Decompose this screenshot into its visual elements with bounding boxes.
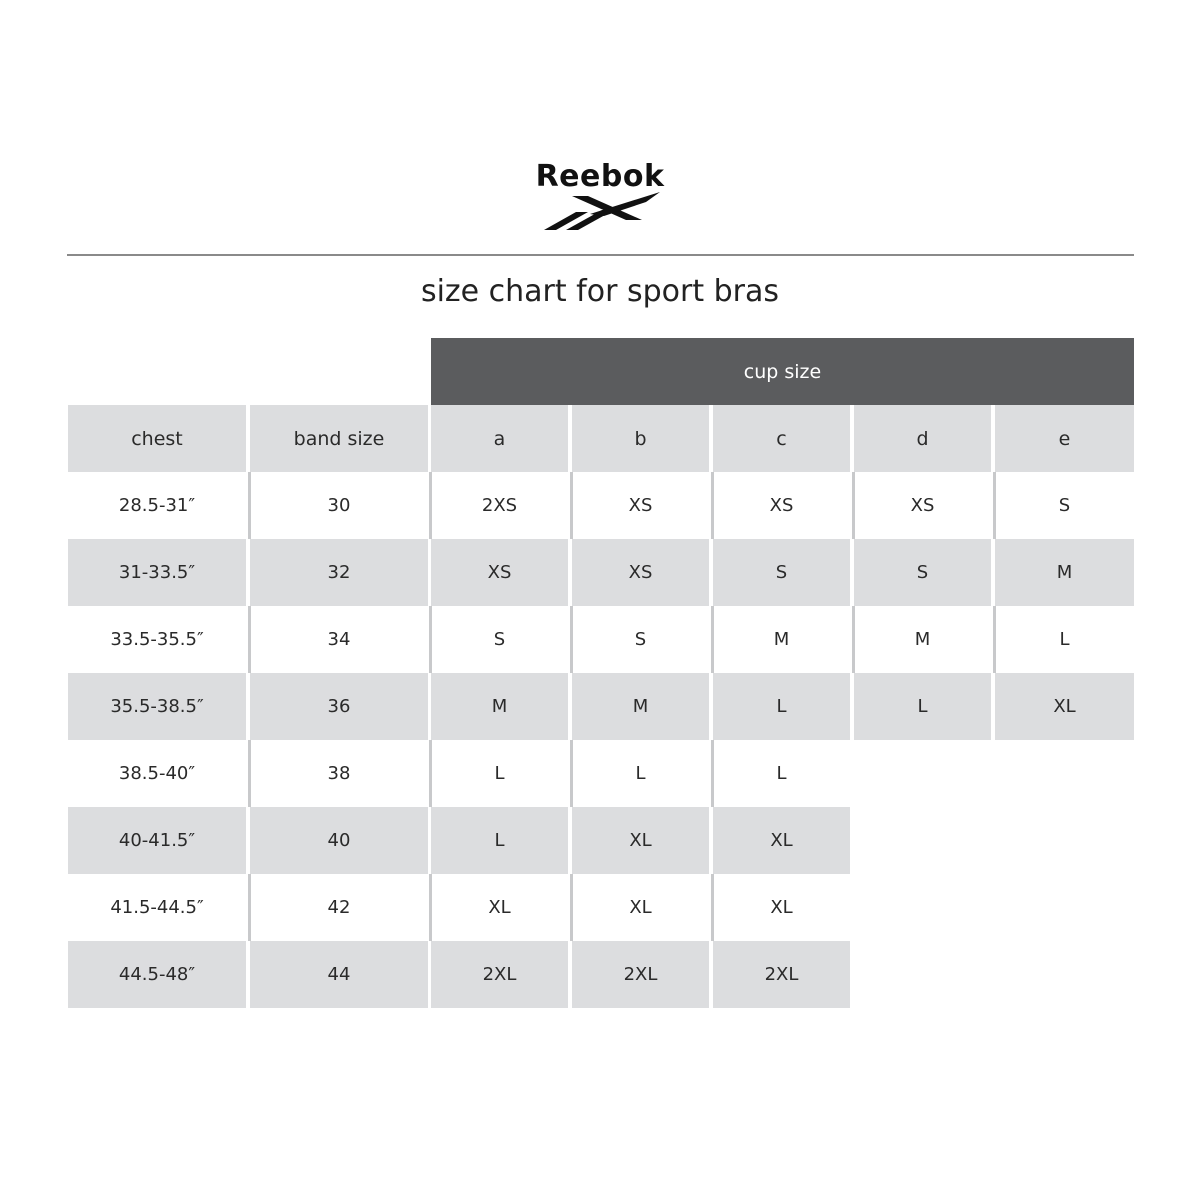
column-header-band-size: band size [250, 405, 428, 472]
band-size-cell: 30 [250, 472, 428, 539]
column-separator [570, 472, 573, 539]
page-title: size chart for sport bras [420, 274, 780, 309]
chest-cell: 31-33.5″ [68, 539, 246, 606]
cup-size-cell: S [995, 472, 1134, 539]
cup-size-cell: XS [572, 539, 709, 606]
column-separator [248, 874, 251, 941]
column-separator [248, 606, 251, 673]
cup-size-cell: M [431, 673, 568, 740]
cup-size-cell: 2XS [431, 472, 568, 539]
cup-size-cell: S [713, 539, 850, 606]
column-separator [570, 606, 573, 673]
cup-size-cell: XL [572, 874, 709, 941]
cup-size-cell: 2XL [713, 941, 850, 1008]
cup-size-cell: XS [854, 472, 991, 539]
column-separator [852, 606, 855, 673]
band-size-cell: 40 [250, 807, 428, 874]
cup-size-cell: 2XL [431, 941, 568, 1008]
chest-cell: 38.5-40″ [68, 740, 246, 807]
cup-size-cell: M [713, 606, 850, 673]
band-size-cell: 38 [250, 740, 428, 807]
chest-cell: 33.5-35.5″ [68, 606, 246, 673]
cup-size-cell: S [431, 606, 568, 673]
column-separator [993, 472, 996, 539]
column-separator [429, 874, 432, 941]
column-separator [570, 874, 573, 941]
column-separator [711, 740, 714, 807]
cup-size-cell: 2XL [572, 941, 709, 1008]
cup-size-cell: S [572, 606, 709, 673]
column-separator [429, 740, 432, 807]
column-header-b: b [572, 405, 709, 472]
column-header-e: e [995, 405, 1134, 472]
cup-size-cell: L [713, 673, 850, 740]
chest-cell: 35.5-38.5″ [68, 673, 246, 740]
cup-size-cell: M [572, 673, 709, 740]
reebok-logo [520, 158, 680, 234]
column-separator [711, 472, 714, 539]
cup-size-cell: XS [713, 472, 850, 539]
column-separator [248, 740, 251, 807]
column-header-a: a [431, 405, 568, 472]
cup-size-group-header: cup size [431, 338, 1134, 405]
reebok-vector-icon [542, 192, 662, 232]
cup-size-cell: XL [431, 874, 568, 941]
cup-size-cell: XL [572, 807, 709, 874]
band-size-cell: 34 [250, 606, 428, 673]
band-size-cell: 44 [250, 941, 428, 1008]
column-header-c: c [713, 405, 850, 472]
cup-size-cell: XL [995, 673, 1134, 740]
chest-cell: 41.5-44.5″ [68, 874, 246, 941]
cup-size-cell: S [854, 539, 991, 606]
logo-wordmark: Reebok [535, 159, 665, 194]
cup-size-cell: L [995, 606, 1134, 673]
band-size-cell: 32 [250, 539, 428, 606]
chest-cell: 28.5-31″ [68, 472, 246, 539]
column-separator [570, 740, 573, 807]
band-size-cell: 36 [250, 673, 428, 740]
cup-size-cell: L [431, 740, 568, 807]
cup-size-cell: XS [431, 539, 568, 606]
cup-size-cell: M [995, 539, 1134, 606]
cup-size-cell: XS [572, 472, 709, 539]
divider-line [67, 254, 1134, 256]
band-size-cell: 42 [250, 874, 428, 941]
column-separator [248, 472, 251, 539]
chest-cell: 40-41.5″ [68, 807, 246, 874]
cup-size-cell: M [854, 606, 991, 673]
column-separator [429, 606, 432, 673]
column-separator [711, 874, 714, 941]
cup-size-cell: L [431, 807, 568, 874]
column-separator [852, 472, 855, 539]
cup-size-cell: XL [713, 874, 850, 941]
column-separator [711, 606, 714, 673]
column-separator [993, 606, 996, 673]
cup-size-cell: XL [713, 807, 850, 874]
column-header-d: d [854, 405, 991, 472]
cup-size-cell: L [572, 740, 709, 807]
chest-cell: 44.5-48″ [68, 941, 246, 1008]
column-header-chest: chest [68, 405, 246, 472]
cup-size-cell: L [713, 740, 850, 807]
column-separator [429, 472, 432, 539]
cup-size-cell: L [854, 673, 991, 740]
